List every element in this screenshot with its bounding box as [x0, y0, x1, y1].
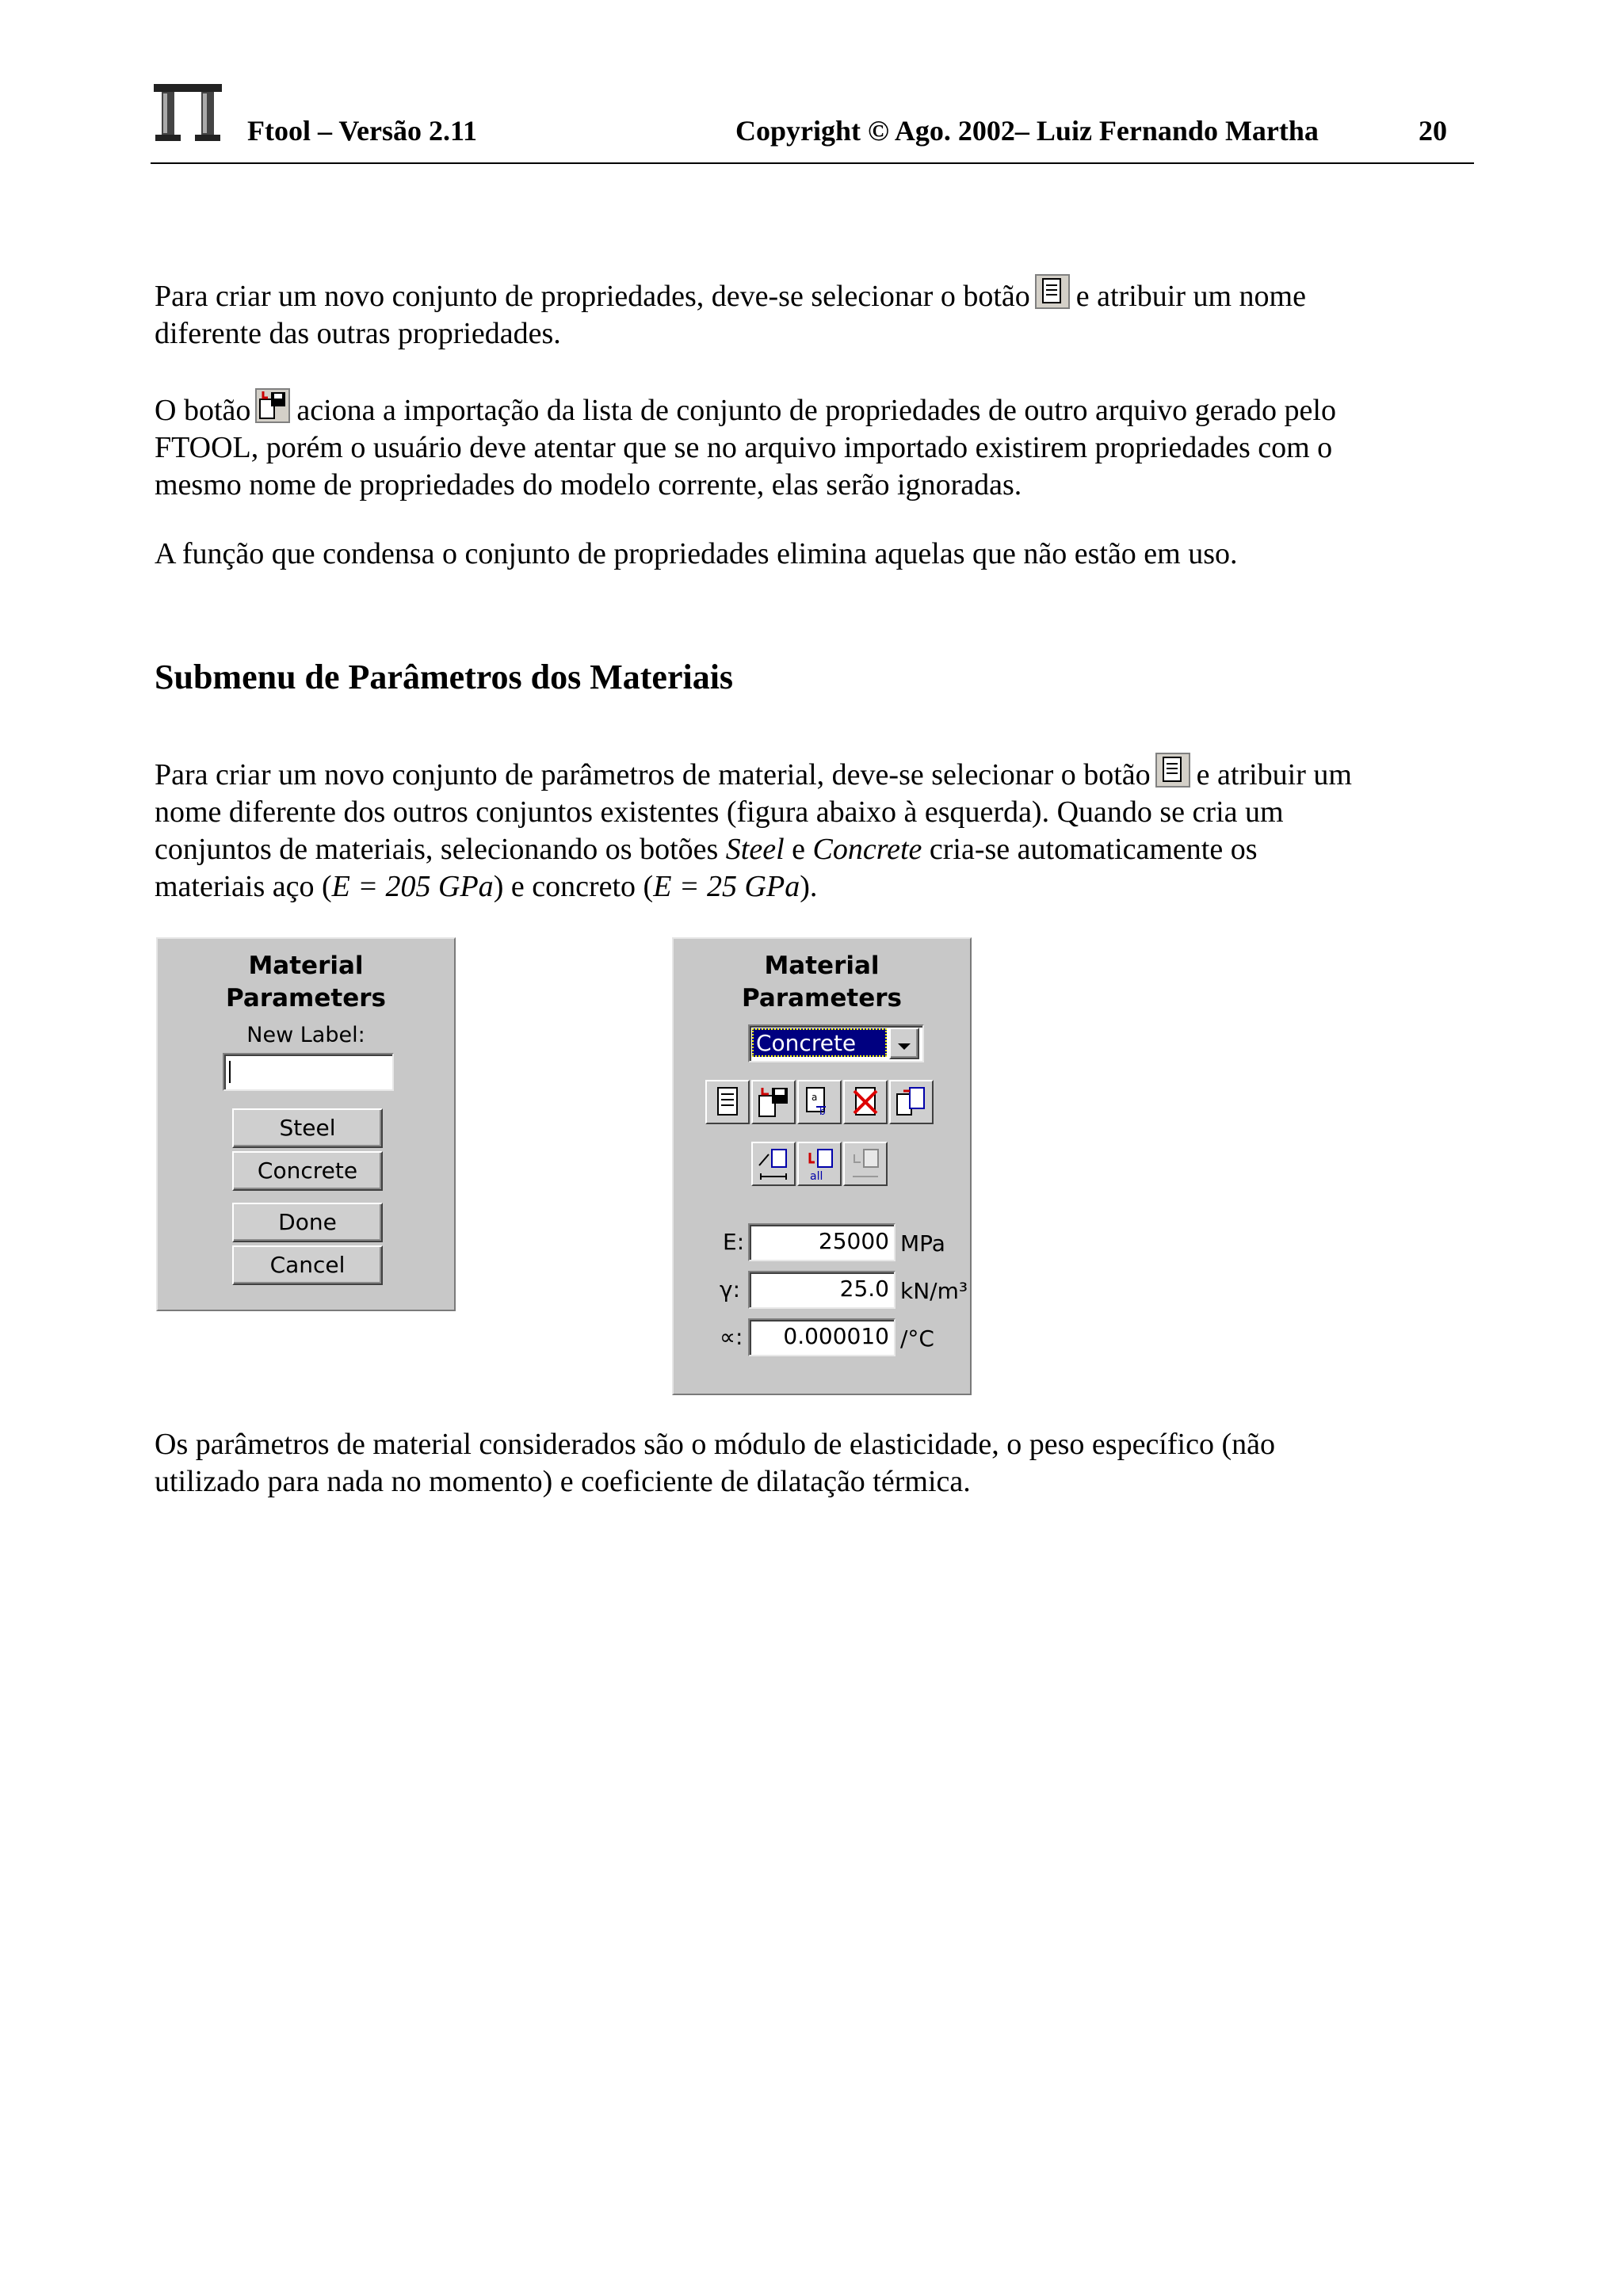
para3-line1: A função que condensa o conjunto de propriedades elimina aquelas que não estão em uso.	[155, 537, 1238, 570]
e-label: E:	[723, 1229, 745, 1255]
selected-material: Concrete	[756, 1030, 857, 1056]
delete-icon	[848, 1085, 883, 1119]
para4-line3-b: cria-se automaticamente os	[929, 833, 1258, 866]
panel-title-line2: Parameters	[226, 984, 386, 1013]
e-value: 25000	[818, 1228, 889, 1254]
para2-text-a: O botão	[155, 394, 251, 427]
new-set-button[interactable]	[705, 1080, 750, 1124]
rename-button[interactable]	[797, 1080, 842, 1124]
material-parameters-panel-edit	[672, 937, 972, 1395]
e-unit: MPa	[900, 1230, 945, 1257]
dropdown-arrow-button[interactable]	[889, 1028, 919, 1059]
page-number: 20	[1419, 115, 1447, 147]
apply-selected-icon	[756, 1146, 791, 1181]
alpha-value-field[interactable]	[748, 1318, 896, 1356]
header-title: Ftool – Versão 2.11	[247, 115, 478, 147]
material-parameters-panel-new	[156, 937, 456, 1311]
section-heading: Submenu de Parâmetros dos Materiais	[155, 658, 734, 696]
steel-button[interactable]: Steel	[232, 1108, 383, 1148]
new-document-icon	[1155, 753, 1190, 788]
alpha-value: 0.000010	[783, 1323, 889, 1349]
text-cursor	[229, 1061, 231, 1083]
svg-text:a: a	[812, 1092, 818, 1103]
para4-text-a: Para criar um novo conjunto de parâmetros de material, deve-se selecionar o botão	[155, 758, 1151, 791]
e-value-field[interactable]	[748, 1223, 896, 1261]
copy-icon	[894, 1085, 929, 1119]
header-rule	[151, 162, 1474, 164]
para1-text-b: e atribuir um nome	[1075, 280, 1306, 313]
concrete-term: Concrete	[812, 833, 922, 866]
paragraph-condense	[155, 536, 1486, 573]
para5-line2: utilizado para nada no momento) e coeficiente de dilatação térmica.	[155, 1465, 971, 1498]
apply-selected-button[interactable]	[751, 1142, 796, 1186]
para1-line2: diferente das outras propriedades.	[155, 317, 561, 350]
panel-title-line1: Material	[764, 952, 880, 980]
panel-title-line2: Parameters	[742, 984, 902, 1013]
ftool-logo	[152, 82, 223, 147]
paragraph-material-params	[155, 753, 1486, 906]
paragraph-import	[155, 388, 1486, 504]
material-select[interactable]	[748, 1024, 924, 1062]
para4-line4-a: materiais aço (	[155, 870, 332, 903]
formula-concrete: E = 25 GPa	[653, 870, 800, 903]
import-icon	[255, 388, 290, 423]
apply-disabled-icon	[848, 1146, 883, 1181]
new-label-caption: New Label:	[246, 1023, 365, 1047]
para4-line4-c: ).	[800, 870, 818, 903]
para1-text-a: Para criar um novo conjunto de propriedades, deve-se selecionar o botão	[155, 280, 1030, 313]
formula-steel: E = 205 GPa	[331, 870, 494, 903]
para2-line3: mesmo nome de propriedades do modelo corrente, elas serão ignoradas.	[155, 468, 1022, 502]
rename-icon	[802, 1085, 837, 1119]
header-copyright: Copyright © Ago. 2002– Luiz Fernando Martha	[735, 115, 1319, 147]
paragraph-parameters-summary	[155, 1426, 1486, 1501]
gamma-value: 25.0	[839, 1276, 889, 1302]
import-icon	[756, 1085, 791, 1119]
apply-disabled-button[interactable]	[843, 1142, 888, 1186]
apply-all-button[interactable]	[797, 1142, 842, 1186]
delete-button[interactable]	[843, 1080, 888, 1124]
panel-title-line1: Material	[248, 952, 364, 980]
gamma-label: γ:	[720, 1276, 741, 1302]
steel-term: Steel	[725, 833, 785, 866]
gamma-value-field[interactable]	[748, 1271, 896, 1309]
para4-line4-b: ) e concreto (	[493, 870, 654, 903]
cancel-button[interactable]: Cancel	[232, 1245, 383, 1285]
new-label-input[interactable]	[223, 1053, 394, 1091]
para4-line2: nome diferente dos outros conjuntos existentes (figura abaixo à esquerda). Quando se cria um	[155, 795, 1284, 829]
svg-text:all: all	[810, 1170, 823, 1181]
paragraph-new-property	[155, 274, 1486, 353]
concrete-button[interactable]: Concrete	[232, 1151, 383, 1191]
new-set-icon	[710, 1085, 745, 1119]
alpha-unit: /°C	[900, 1325, 934, 1352]
apply-all-icon	[802, 1146, 837, 1181]
svg-text:b: b	[819, 1106, 826, 1117]
done-button[interactable]: Done	[232, 1203, 383, 1242]
copy-button[interactable]	[889, 1080, 934, 1124]
para2-line2: FTOOL, porém o usuário deve atentar que se no arquivo importado existirem propriedades com o	[155, 431, 1333, 464]
gamma-unit: kN/m³	[900, 1278, 968, 1304]
alpha-label: ∝:	[720, 1324, 743, 1350]
para2-text-b: aciona a importação da lista de conjunto de propriedades de outro arquivo gerado pelo	[296, 394, 1336, 427]
chevron-down-icon	[896, 1042, 912, 1051]
new-document-icon	[1035, 274, 1070, 309]
para5-line1: Os parâmetros de material considerados são o módulo de elasticidade, o peso específico (não	[155, 1428, 1275, 1461]
para4-text-b: e atribuir um	[1196, 758, 1352, 791]
para4-line3-e: e	[792, 833, 806, 866]
import-button[interactable]	[751, 1080, 796, 1124]
para4-line3-a: conjuntos de materiais, selecionando os botões	[155, 833, 719, 866]
